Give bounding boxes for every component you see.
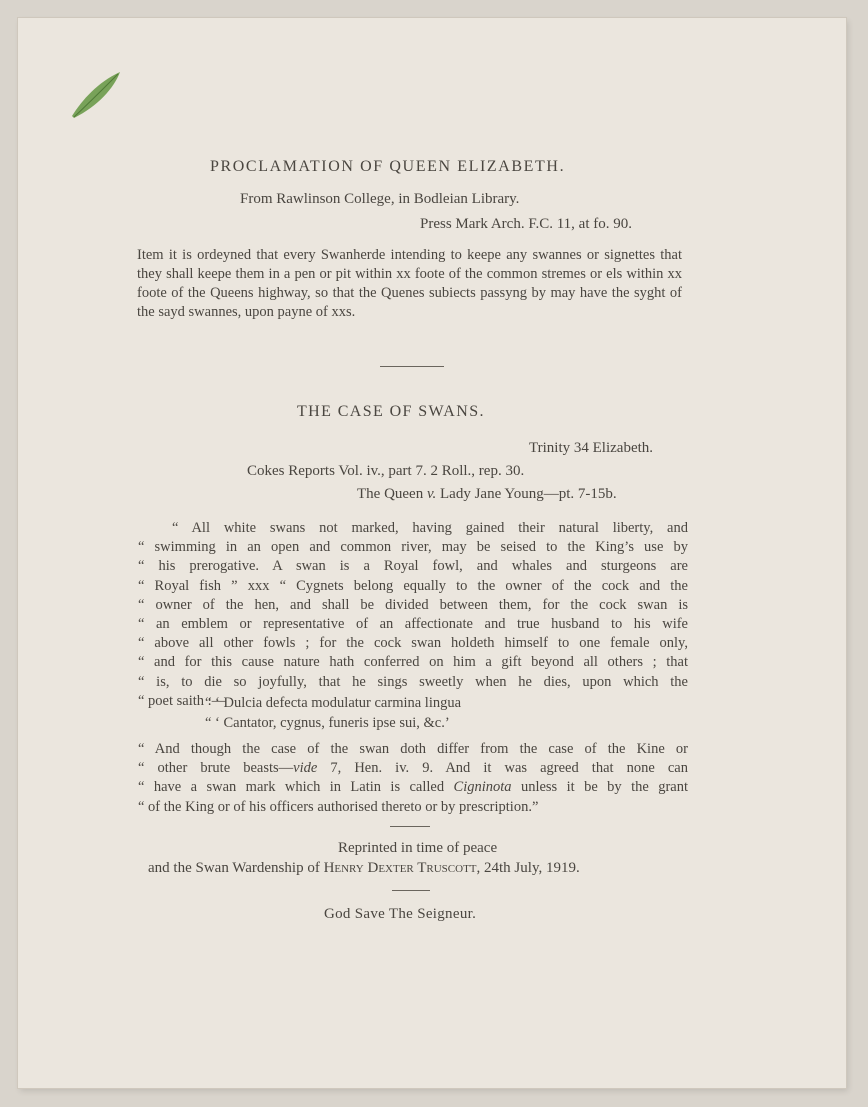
- judgment-quote: [138, 519, 688, 711]
- closing-line: [138, 778, 688, 797]
- quote-line: “ above all other fowls ; for the cock swan holdeth himself to one female only,: [138, 635, 688, 652]
- case-title: THE CASE OF SWANS.: [297, 403, 485, 420]
- reprint-pre: and the Swan Wardenship of: [148, 860, 324, 876]
- quote-line: “ is, to die so joyfully, that he sings sweetly when he dies, upon which the: [138, 673, 688, 690]
- judgment-closing: [138, 740, 688, 817]
- quote-line: “ an emblem or representative of an affectionate and true husband to his wife: [138, 616, 688, 633]
- quote-line: “ All white swans not marked, having gained their natural liberty, and: [172, 520, 688, 536]
- closing-line: [138, 759, 688, 778]
- case-citation-pre: The Queen: [357, 486, 427, 502]
- divider: [390, 826, 430, 827]
- closing-motto: God Save The Seigneur.: [324, 906, 477, 922]
- page-title: PROCLAMATION OF QUEEN ELIZABETH.: [210, 158, 566, 175]
- case-citation: [357, 486, 617, 503]
- handwritten-faint-note: [348, 968, 353, 987]
- quote-line: “ his prerogative. A swan is a Royal fowl, and whales and sturgeons are: [138, 558, 688, 575]
- reprint-note: Reprinted in time of peace: [338, 840, 498, 856]
- closing-line-3-pre: “ have a swan mark which in Latin is called: [138, 779, 454, 796]
- case-citation-versus: v.: [426, 486, 437, 502]
- leaf-icon: [68, 68, 128, 128]
- press-mark: Press Mark Arch. F.C. 11, at fo. 90.: [420, 216, 632, 232]
- quote-line: “ owner of the hen, and shall be divided between them, for the cock swan is: [138, 596, 688, 613]
- case-date: Trinity 34 Elizabeth.: [529, 440, 654, 456]
- closing-line-3-term: Cigninota: [453, 779, 512, 796]
- latin-verse-line: “ ‘ Cantator, cygnus, funeris ipse sui, &c.’: [205, 715, 450, 731]
- reprint-wardenship: [148, 860, 580, 877]
- case-reference: Cokes Reports Vol. iv., part 7. 2 Roll., rep. 30.: [247, 463, 525, 479]
- closing-line: “ of the King or of his officers authorised thereto or by prescription.”: [138, 798, 539, 815]
- quote-line: “ and for this cause nature hath conferred on him a gift beyond all others ; that: [138, 654, 688, 671]
- case-citation-post: Lady Jane Young—pt. 7-15b.: [436, 486, 617, 502]
- warden-name: Henry Dexter Truscott: [323, 860, 477, 876]
- closing-line-2-pre: “ other brute beasts—: [138, 760, 294, 777]
- closing-line: “ And though the case of the swan doth differ from the case of the Kine or: [138, 741, 688, 757]
- divider: [392, 890, 430, 891]
- quote-line: “ poet saith :—: [138, 692, 227, 709]
- divider: [380, 366, 444, 367]
- quote-line: “ swimming in an open and common river, may be seised to the King’s use by: [138, 539, 688, 556]
- source-line: From Rawlinson College, in Bodleian Library.: [240, 191, 520, 207]
- quote-line: “ Royal fish ” xxx “ Cygnets belong equally to the owner of the cock and the: [138, 577, 688, 594]
- closing-line-2-post: 7, Hen. iv. 9. And it was agreed that none can: [317, 760, 688, 777]
- reprint-post: , 24th July, 1919.: [476, 860, 580, 876]
- closing-line-2-vide: vide: [293, 760, 318, 777]
- proclamation-text: Item it is ordeyned that every Swanherde intending to keepe any swannes or signettes that they shall keepe them in a pen or pit within xx foote of the common stremes or els within xx foote of the Queens highway, so that the Quenes subiects passyng by may have the syght of the sayd swannes, upon payne of xxs.: [137, 247, 682, 320]
- closing-line-3-post: unless it be by the grant: [511, 779, 688, 796]
- latin-verse-line: “ ‘ Dulcia defecta modulatur carmina lingua: [205, 695, 462, 711]
